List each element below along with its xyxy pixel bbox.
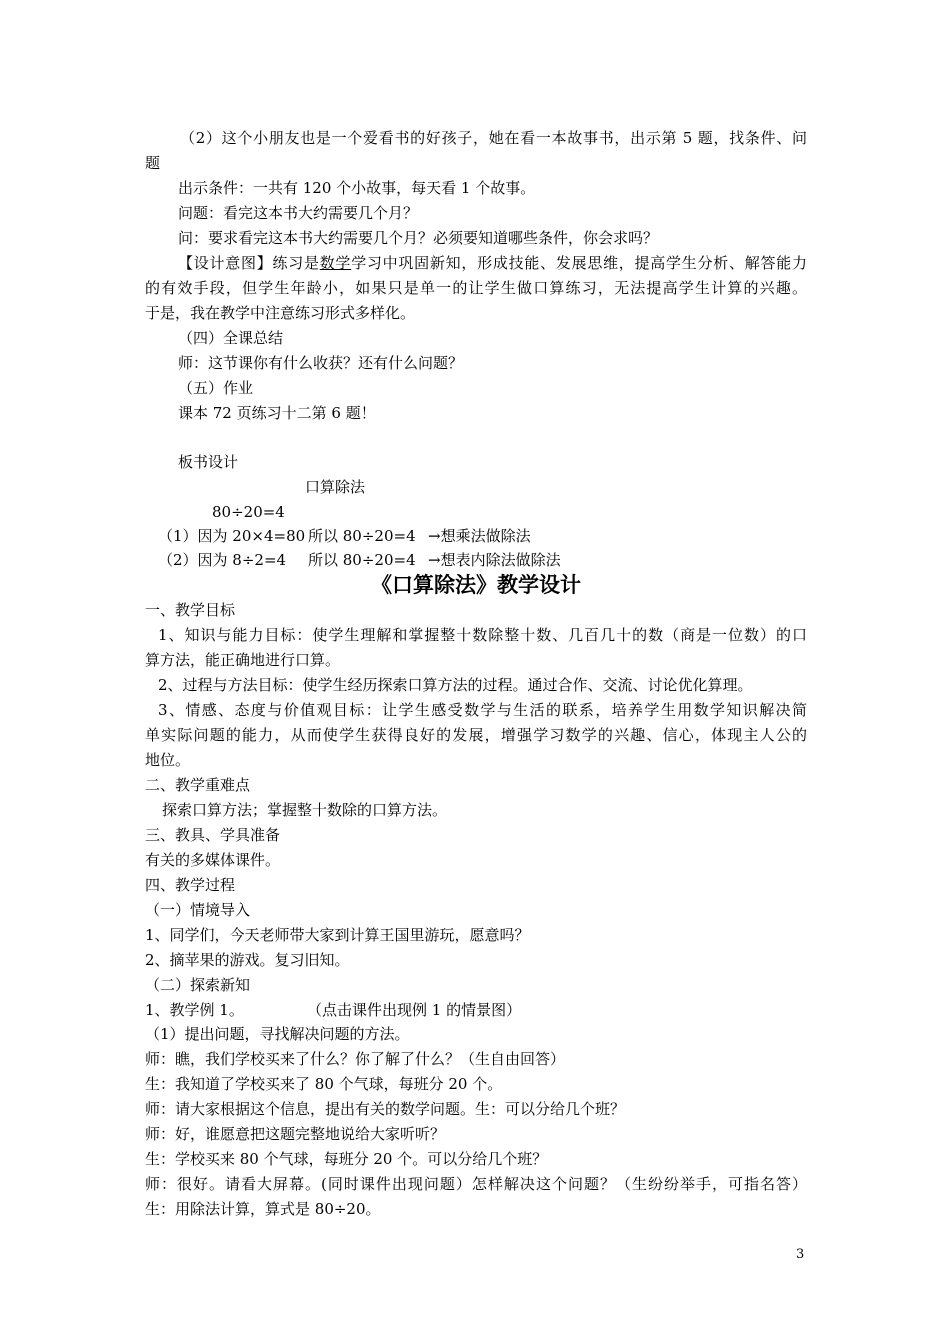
- design-intent-rest: 学习中巩固新知，形成技能、发展思维，提高学生分析、解答能力: [351, 254, 807, 272]
- tools-text: 有关的多媒体课件。: [145, 851, 281, 869]
- board-row-2-reason: （2）因为 8÷2=4: [158, 551, 287, 569]
- list-item: 2、摘苹果的游戏。复习旧知。: [145, 951, 350, 969]
- ask-text: 问：要求看完这本书大约需要几个月？必须要知道哪些条件，你会求吗？: [178, 229, 659, 247]
- dialogue-line: 生：我知道了学校买来了 80 个气球，每班分 20 个。: [145, 1075, 503, 1093]
- goal-3-line: 3、情感、态度与价值观目标：让学生感受数学与生活的联系，培养学生用数学知识解决简: [158, 701, 807, 719]
- step-heading: （1）提出问题，寻找解决问题的方法。: [145, 1025, 410, 1043]
- section-heading: 一、教学目标: [145, 601, 236, 619]
- list-item: 1、同学们，今天老师带大家到计算王国里游玩，愿意吗？: [145, 926, 530, 944]
- section-heading: （四）全课总结: [178, 329, 284, 347]
- teacher-line: 师：这节课你有什么收获？还有什么问题？: [178, 354, 464, 372]
- example-label: 1、教学例 1。: [145, 1001, 244, 1019]
- paragraph-line: 的有效手段，但学生年龄小，如果只是单一的让学生做口算练习，无法提高学生计算的兴趣。: [145, 279, 807, 297]
- goal-3-line: 地位。: [145, 751, 191, 769]
- goal-1-line: 1、知识与能力目标：使学生理解和掌握整十数除整十数、几百几十的数（商是一位数）的口: [158, 626, 807, 644]
- paragraph-line: 于是，我在教学中注意练习形式多样化。: [145, 304, 416, 322]
- paragraph-line: （2）这个小朋友也是一个爱看书的好孩子，她在看一本故事书，出示第 5 题，找条件、问: [180, 129, 807, 147]
- design-intent-prefix: 【设计意图】练习是: [178, 254, 320, 272]
- section-heading: （五）作业: [178, 379, 254, 397]
- dialogue-line: 师：很好。请看大屏幕。(同时课件出现问题）怎样解决这个问题？（生纷纷举手，可指名答）: [145, 1175, 807, 1193]
- board-row-1-result: 所以 80÷20=4: [308, 527, 416, 545]
- board-row-1: [158, 526, 531, 546]
- example-line: [145, 1000, 521, 1020]
- dialogue-line: 师：好，谁愿意把这题完整地说给大家听听？: [145, 1125, 446, 1143]
- board-row-2-method: →想表内除法做除法: [428, 551, 561, 569]
- key-points: 探索口算方法；掌握整十数除的口算方法。: [162, 801, 448, 819]
- question-text: 问题：看完这本书大约需要几个月？: [178, 204, 419, 222]
- goal-1-line: 算方法，能正确地进行口算。: [145, 651, 341, 669]
- section-heading: 四、教学过程: [145, 876, 236, 894]
- board-title: 口算除法: [305, 478, 366, 496]
- paragraph-line: 题: [145, 154, 161, 172]
- condition-text: 出示条件：一共有 120 个小故事，每天看 1 个故事。: [178, 179, 536, 197]
- board-row-2-result: 所以 80÷20=4: [308, 551, 416, 569]
- board-heading: 板书设计: [178, 453, 239, 471]
- dialogue-line: 生：学校买来 80 个气球，每班分 20 个。可以分给几个班？: [145, 1150, 548, 1168]
- example-note: （点击课件出现例 1 的情景图）: [307, 1001, 522, 1019]
- design-intent-line: [178, 253, 807, 273]
- math-link[interactable]: 数学: [319, 254, 352, 272]
- dialogue-line: 师：请大家根据这个信息，提出有关的数学问题。生：可以分给几个班？: [145, 1100, 626, 1118]
- document-title: 《口算除法》教学设计: [371, 572, 581, 597]
- goal-2: 2、过程与方法目标：使学生经历探索口算方法的过程。通过合作、交流、讨论优化算理。: [158, 676, 753, 694]
- dialogue-line: 师：瞧，我们学校买来了什么？你了解了什么？（生自由回答）: [145, 1050, 566, 1068]
- section-heading: 三、教具、学具准备: [145, 826, 281, 844]
- board-row-2: [158, 550, 561, 570]
- goal-3-line: 单实际问题的能力，从而使学生获得良好的发展，增强学习数学的兴趣、信心，体现主人公的: [145, 726, 807, 744]
- subsection-heading: （二）探索新知: [145, 976, 251, 994]
- page-number: 3: [796, 1247, 805, 1262]
- subsection-heading: （一）情境导入: [145, 901, 251, 919]
- board-row-1-reason: （1）因为 20×4=80: [158, 527, 306, 545]
- dialogue-line: 生：用除法计算，算式是 80÷20。: [145, 1200, 381, 1218]
- board-row-1-method: →想乘法做除法: [428, 527, 531, 545]
- section-heading: 二、教学重难点: [145, 776, 251, 794]
- homework-text: 课本 72 页练习十二第 6 题！: [178, 404, 376, 422]
- board-equation: 80÷20=4: [212, 503, 285, 521]
